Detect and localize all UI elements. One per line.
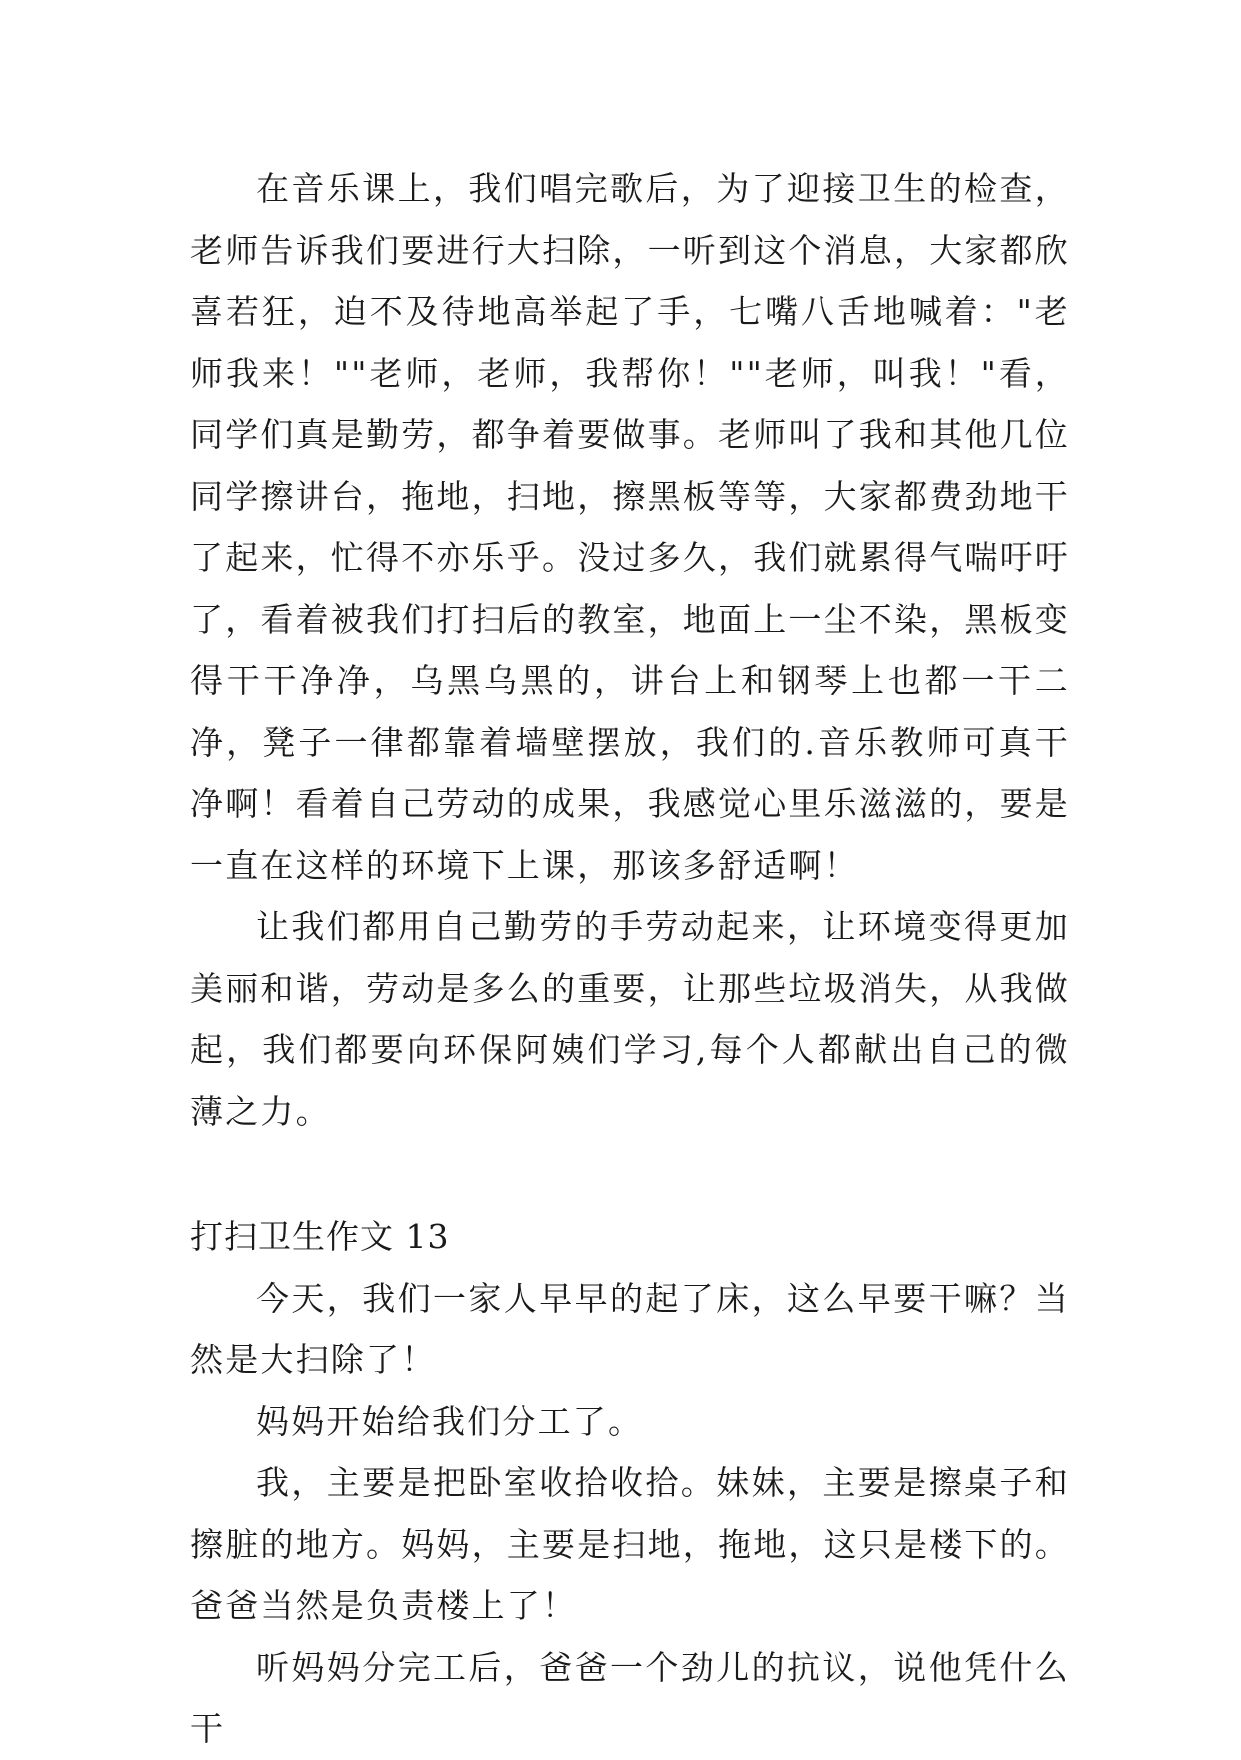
paragraph-cleaning-classroom: 在音乐课上，我们唱完歌后，为了迎接卫生的检查，老师告诉我们要进行大扫除，一听到这个消息，大家都欣喜若狂，迫不及待地高举起了手，七嘴八舌地喊着："老师我来！""老师，老师，我帮你！""老师，叫我！"看，同学们真是勤劳，都争着要做事。老师叫了我和其他几位同学擦讲台，拖地，扫地，擦黑板等等，大家都费劲地干了起来，忙得不亦乐乎。没过多久，我们就累得气喘吁吁了，看着被我们打扫后的教室，地面上一尘不染，黑板变得干干净净，乌黑乌黑的，讲台上和钢琴上也都一干二净，凳子一律都靠着墙壁摆放，我们的.音乐教师可真干净啊！看着自己劳动的成果，我感觉心里乐滋滋的，要是一直在这样的环境下上课，那该多舒适啊！ [190, 169, 1070, 885]
paragraph-mom-assigns: 妈妈开始给我们分工了。 [256, 1401, 644, 1441]
paragraph-task-division: 我，主要是把卧室收拾收拾。妹妹，主要是擦桌子和擦脏的地方。妈妈，主要是扫地，拖地，这只是楼下的。爸爸当然是负责楼上了！ [190, 1463, 1070, 1625]
paragraph-call-to-action: 让我们都用自己勤劳的手劳动起来，让环境变得更加美丽和谐，劳动是多么的重要，让那些垃圾消失，从我做起，我们都要向环保阿姨们学习,每个人都献出自己的微薄之力。 [190, 907, 1070, 1131]
paragraph-family-morning: 今天，我们一家人早早的起了床，这么早要干嘛？当然是大扫除了！ [190, 1278, 1070, 1379]
essay-heading: 打扫卫生作文 13 [190, 1217, 450, 1256]
document-body [190, 158, 1070, 1760]
paragraph-dad-protest: 听妈妈分完工后，爸爸一个劲儿的抗议，说他凭什么干 [190, 1647, 1070, 1748]
